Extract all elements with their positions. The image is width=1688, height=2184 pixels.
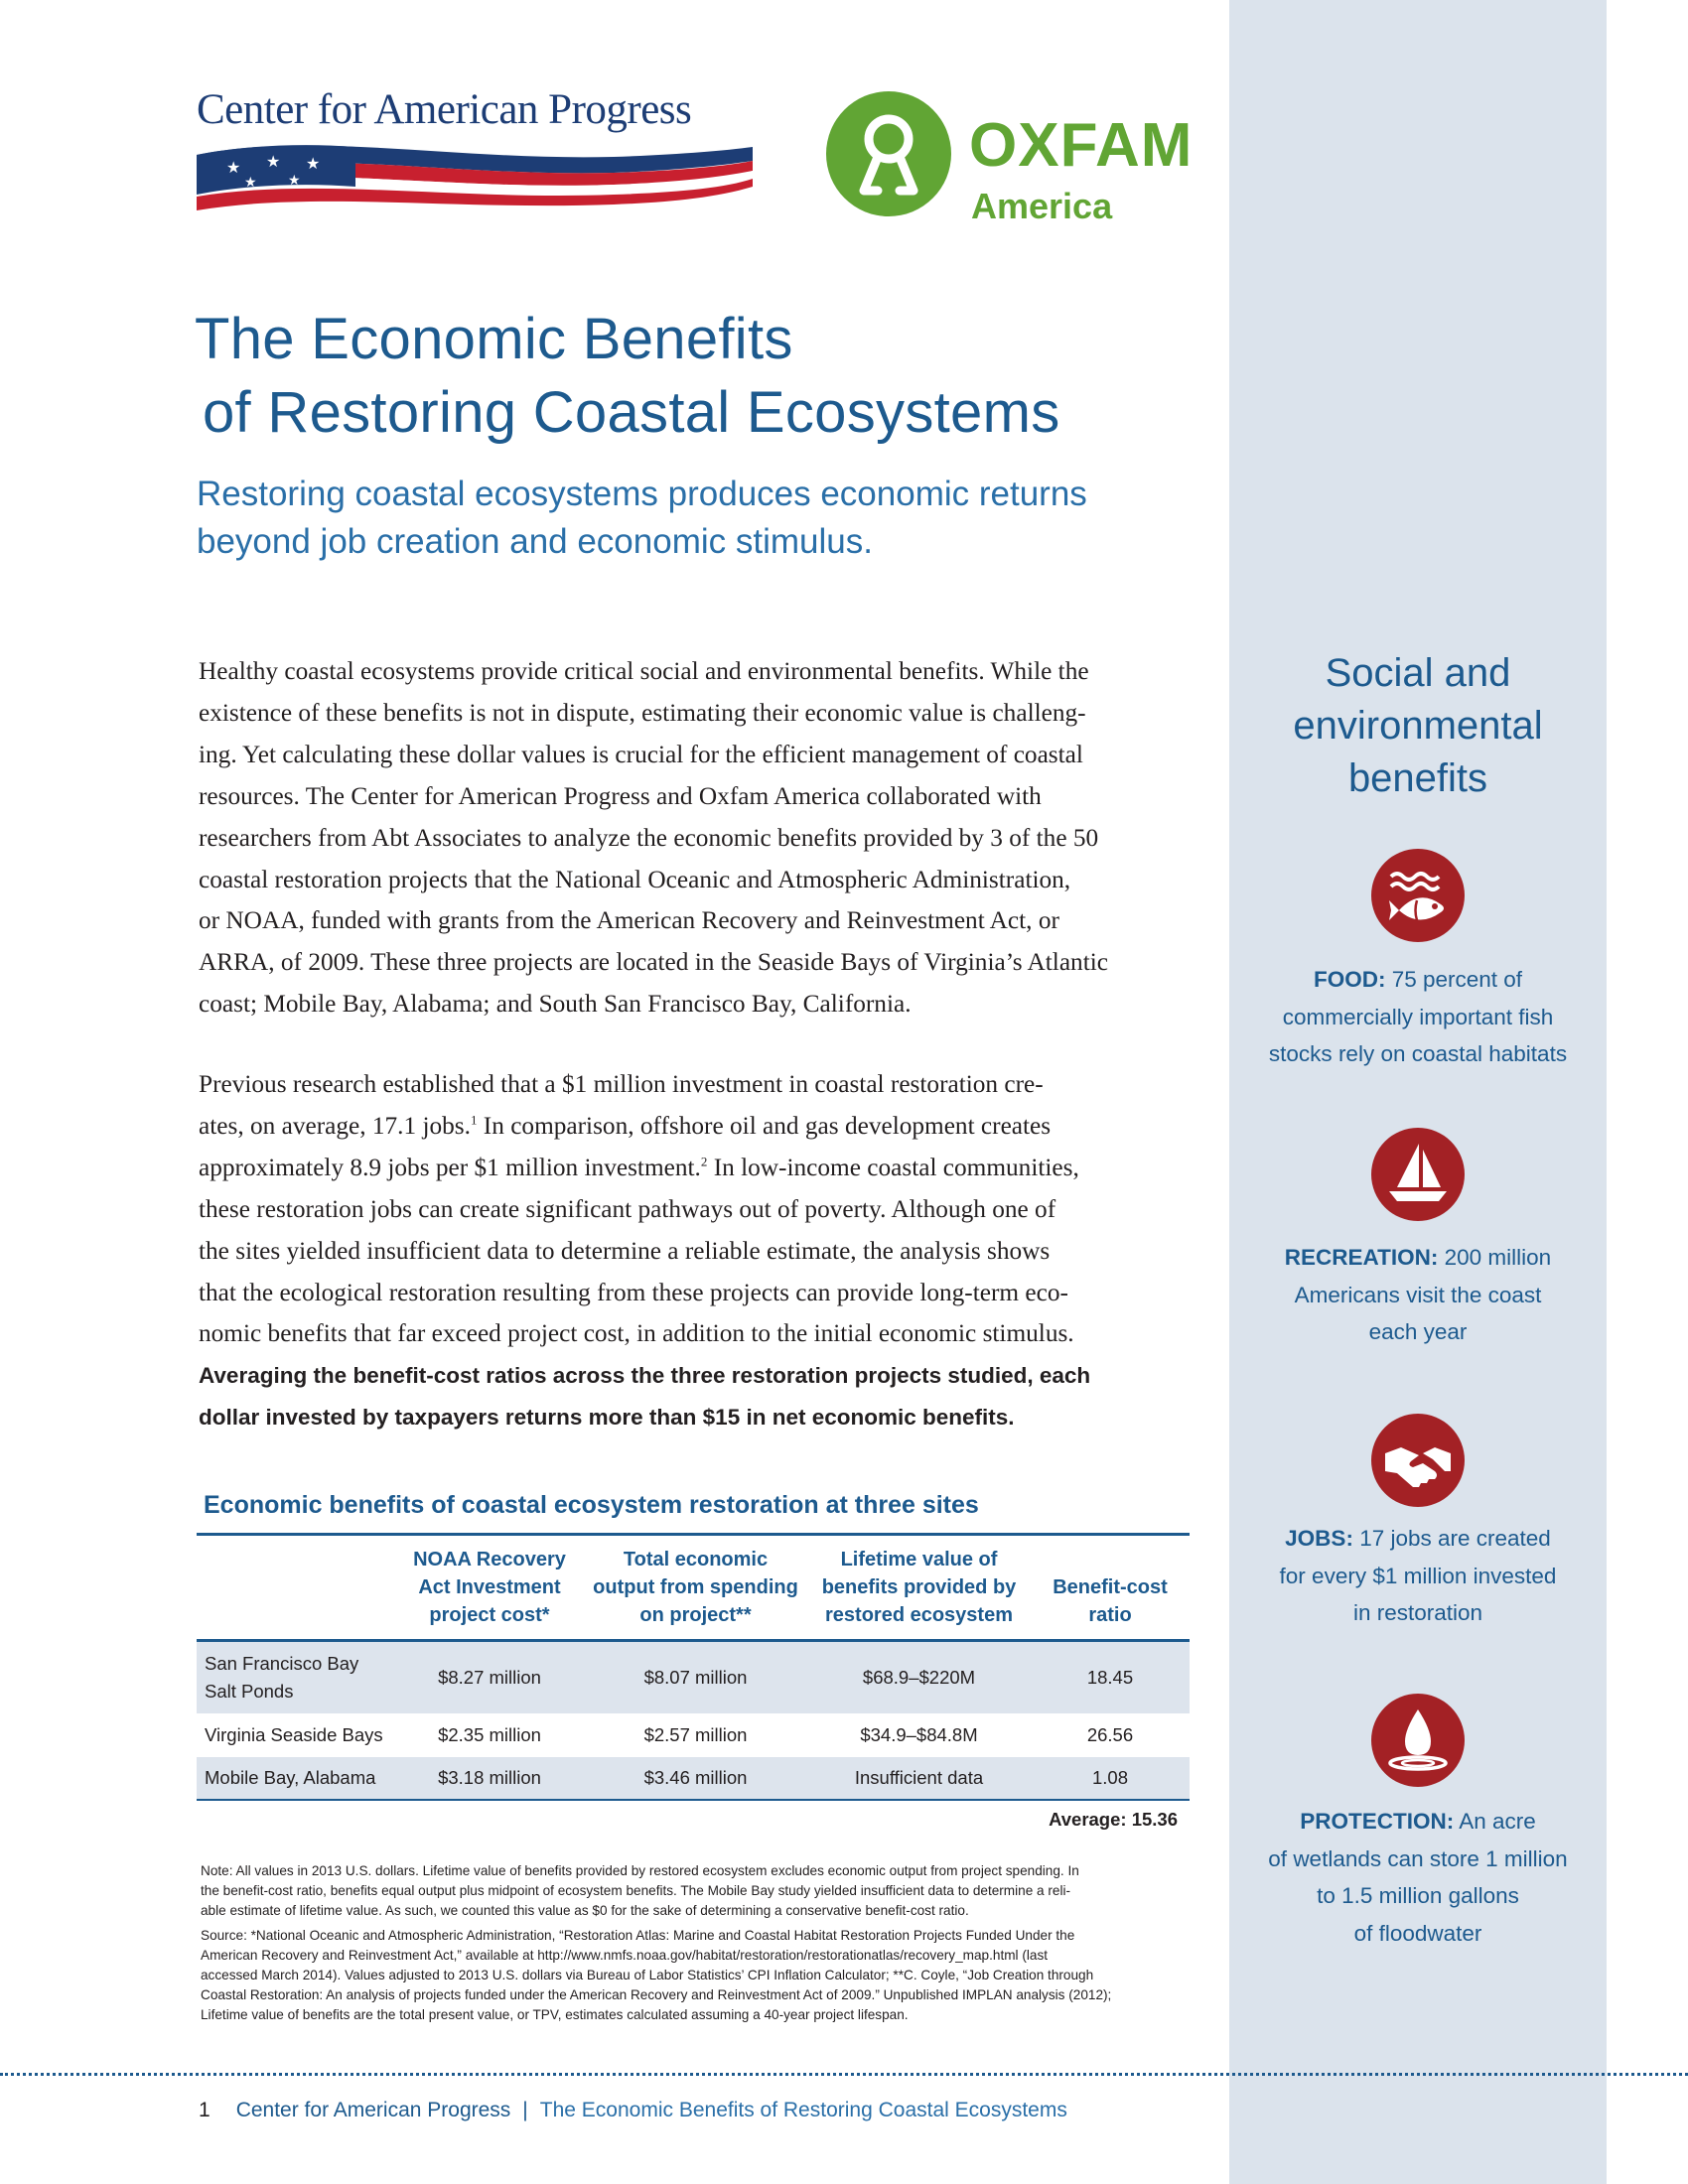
paragraph-line: coast; Mobile Bay, Alabama; and South San Francisco Bay, California. — [199, 990, 912, 1019]
heading-line: environmental — [1293, 704, 1543, 748]
footnote-ref[interactable]: 1 — [470, 1112, 478, 1128]
data-table — [197, 1536, 1190, 1801]
item-label: RECREATION: — [1284, 1245, 1439, 1270]
heading-line: benefits — [1347, 756, 1488, 800]
header-line: restored ecosystem — [825, 1604, 1013, 1626]
site-line: San Francisco Bay — [205, 1653, 359, 1674]
sidebar-item-food — [1229, 961, 1607, 1073]
item-text: 200 million — [1438, 1245, 1552, 1270]
footer-publication: The Economic Benefits of Restoring Coastal Ecosystems — [539, 2099, 1067, 2121]
text-run: In comparison, offshore oil and gas development creates — [477, 1111, 1052, 1140]
item-line — [1229, 1520, 1607, 1558]
table-header-row — [197, 1536, 1190, 1639]
intro-paragraph — [199, 651, 1182, 1025]
paragraph-line — [199, 1148, 1182, 1189]
paragraph-line — [199, 1106, 1182, 1148]
table-row — [197, 1713, 1190, 1757]
svg-text:★: ★ — [226, 158, 241, 177]
paragraph-line: that the ecological restoration resulting from these projects can provide long-term eco- — [199, 1278, 1068, 1306]
paragraph-line: these restoration jobs can create significant pathways out of poverty. Although one of — [199, 1194, 1056, 1223]
table-row — [197, 1757, 1190, 1799]
title-line: of Restoring Coastal Ecosystems — [203, 380, 1060, 445]
note-line: Note: All values in 2013 U.S. dollars. Lifetime value of benefits provided by restored ecosystem excludes economic output from project spending. In — [201, 1863, 1079, 1878]
footnote-ref[interactable]: 2 — [700, 1154, 708, 1169]
paragraph-line: resources. The Center for American Progress and Oxfam America collaborated with — [199, 781, 1042, 810]
site-line: Salt Ponds — [205, 1681, 294, 1702]
header-line: project cost* — [429, 1604, 550, 1626]
note-paragraph — [201, 1861, 1194, 1920]
note-line: the benefit-cost ratio, benefits equal output plus midpoint of ecosystem benefits. The Mobile Bay study yielded insufficient data to determine a reli- — [201, 1882, 1071, 1898]
item-line: for every $1 million invested — [1279, 1563, 1557, 1588]
heading-line: Social and — [1325, 651, 1511, 695]
paragraph-line: the sites yielded insufficient data to determine a reliable estimate, the analysis shows — [199, 1236, 1051, 1265]
output-cell: $2.57 million — [643, 1724, 748, 1745]
sidebar-heading — [1229, 647, 1607, 805]
ratio-cell: 18.45 — [1031, 1642, 1190, 1713]
benefits-table — [197, 1533, 1190, 1831]
item-line: of wetlands can store 1 million — [1268, 1845, 1568, 1871]
page-subtitle — [197, 471, 1150, 566]
header-line: Lifetime value of — [840, 1549, 998, 1570]
svg-text:★: ★ — [288, 173, 301, 189]
item-line — [1229, 1803, 1607, 1841]
paragraph-line: researchers from Abt Associates to analyze the economic benefits provided by 3 of the 50 — [199, 823, 1099, 852]
site-cell — [197, 1642, 395, 1713]
source-line: Coastal Restoration: An analysis of projects funded under the American Recovery and Reinvestment Act of 2009.” Unpublished IMPLAN analysis (2012); — [201, 1986, 1112, 2002]
item-line: each year — [1368, 1319, 1468, 1344]
svg-text:★: ★ — [244, 175, 257, 191]
findings-paragraph — [199, 1064, 1182, 1438]
source-paragraph — [201, 1926, 1194, 2024]
ratio-cell: 1.08 — [1031, 1757, 1190, 1799]
item-line — [1229, 1239, 1607, 1277]
item-line: commercially important fish — [1282, 1004, 1554, 1029]
source-line: Source: *National Oceanic and Atmospheric Administration, “Restoration Atlas: Marine and Coastal Habitat Restoration Projects Funded Under the — [201, 1928, 1075, 1944]
flag-icon — [197, 137, 753, 220]
oxfam-logo-subtitle: America — [971, 186, 1113, 226]
table-row — [197, 1642, 1190, 1713]
column-header-cost — [395, 1536, 584, 1639]
text-run: ates, on average, 17.1 jobs. — [199, 1111, 471, 1140]
paragraph-line: Previous research established that a $1 million investment in coastal restoration cre- — [199, 1070, 1044, 1098]
paragraph-line: coastal restoration projects that the National Oceanic and Atmospheric Administration, — [199, 865, 1071, 893]
footer-separator: | — [522, 2099, 528, 2121]
title-line: The Economic Benefits — [195, 307, 793, 371]
highlight-line: Averaging the benefit-cost ratios across the three restoration projects studied, each — [199, 1363, 1091, 1389]
output-cell: $3.46 million — [584, 1757, 807, 1799]
lifetime-cell: Insufficient data — [807, 1757, 1031, 1799]
fish-icon — [1371, 849, 1465, 942]
header-line: on project** — [639, 1604, 752, 1626]
header-line: output from spending — [593, 1576, 798, 1598]
page-number: 1 — [199, 2099, 211, 2121]
header-line: Benefit-cost — [1053, 1576, 1168, 1598]
cost-cell: $3.18 million — [395, 1757, 584, 1799]
text-run: In low-income coastal communities, — [707, 1153, 1079, 1181]
footer-org: Center for American Progress — [235, 2099, 511, 2121]
source-line: American Recovery and Reinvestment Act,” available at http://www.nmfs.noaa.gov/habitat/restoration/restorationatlas/recovery_map.html (last — [201, 1948, 1049, 1964]
lifetime-cell: $34.9–$84.8M — [860, 1724, 978, 1745]
item-line: of floodwater — [1353, 1920, 1482, 1946]
paragraph-line: Healthy coastal ecosystems provide critical social and environmental benefits. While the — [199, 657, 1089, 685]
subtitle-line: beyond job creation and economic stimulus. — [197, 522, 873, 561]
cost-cell: $2.35 million — [438, 1724, 541, 1745]
table-rule — [197, 1799, 1190, 1801]
item-line: to 1.5 million gallons — [1317, 1883, 1519, 1908]
item-text: 75 percent of — [1385, 967, 1523, 992]
site-cell: Mobile Bay, Alabama — [197, 1757, 395, 1799]
water-drop-icon — [1371, 1694, 1465, 1787]
column-header-ratio — [1031, 1536, 1190, 1639]
subtitle-line: Restoring coastal ecosystems produces economic returns — [197, 475, 1087, 513]
item-line — [1229, 961, 1607, 999]
ratio-cell: 26.56 — [1086, 1724, 1134, 1745]
average-value: Average: 15.36 — [1049, 1809, 1178, 1830]
note-line: able estimate of lifetime value. As such, we counted this value as $0 for the sake of determining a conservative benefit-cost ratio. — [201, 1902, 969, 1918]
header-line: benefits provided by — [821, 1576, 1017, 1598]
output-cell: $8.07 million — [584, 1642, 807, 1713]
highlight-line: dollar invested by taxpayers returns more than $15 in net economic benefits. — [199, 1405, 1015, 1431]
item-label: JOBS: — [1285, 1526, 1353, 1551]
column-header-lifetime — [807, 1536, 1031, 1639]
sidebar-item-protection — [1229, 1803, 1607, 1952]
footer-divider — [0, 2073, 1688, 2076]
column-header-output — [584, 1536, 807, 1639]
svg-text:★: ★ — [306, 154, 321, 173]
source-line: Lifetime value of benefits are the total present value, or TPV, estimates calculated assuming a 40-year project lifespan. — [201, 2006, 909, 2022]
item-line: stocks rely on coastal habitats — [1268, 1041, 1568, 1066]
paragraph-line: or NOAA, funded with grants from the American Recovery and Reinvestment Act, or — [199, 906, 1059, 935]
item-line: Americans visit the coast — [1294, 1282, 1542, 1307]
item-label: FOOD: — [1313, 967, 1386, 992]
oxfam-logo-icon — [826, 91, 951, 216]
cap-logo-name: Center for American Progress — [197, 86, 692, 133]
svg-text:★: ★ — [266, 152, 281, 171]
sailboat-icon — [1371, 1128, 1465, 1221]
source-line: accessed March 2014). Values adjusted to 2013 U.S. dollars via Bureau of Labor Statistics’ CPI Inflation Calculator; **C. Coyle, “Job Creation through — [201, 1967, 1094, 1982]
lifetime-cell: $68.9–$220M — [807, 1642, 1031, 1713]
handshake-icon — [1371, 1414, 1465, 1507]
table-notes — [201, 1861, 1194, 2030]
site-cell: Virginia Seaside Bays — [205, 1724, 383, 1745]
paragraph-line: ing. Yet calculating these dollar values is crucial for the efficient management of coastal — [199, 740, 1083, 768]
text-run: approximately 8.9 jobs per $1 million investment. — [199, 1153, 701, 1181]
header-line: Act Investment — [418, 1576, 561, 1598]
table-title: Economic benefits of coastal ecosystem restoration at three sites — [204, 1491, 979, 1519]
oxfam-logo-name: OXFAM — [969, 111, 1194, 180]
item-text: An acre — [1454, 1809, 1536, 1834]
header-line: Total economic — [623, 1549, 769, 1570]
sidebar-item-recreation — [1229, 1239, 1607, 1351]
paragraph-line: nomic benefits that far exceed project cost, in addition to the initial economic stimulus. — [199, 1319, 1074, 1348]
column-header-site — [197, 1536, 395, 1639]
paragraph-line: ARRA, of 2009. These three projects are located in the Seaside Bays of Virginia’s Atlantic — [199, 948, 1108, 977]
item-line: in restoration — [1352, 1600, 1483, 1625]
page-title — [195, 303, 1060, 450]
item-label: PROTECTION: — [1300, 1809, 1455, 1834]
page-footer — [199, 2099, 1067, 2122]
header-line: NOAA Recovery — [413, 1549, 566, 1570]
sidebar-item-jobs — [1229, 1520, 1607, 1632]
paragraph-line: existence of these benefits is not in dispute, estimating their economic value is challeng- — [199, 698, 1086, 727]
cap-logo — [197, 85, 753, 224]
item-text: 17 jobs are created — [1352, 1526, 1551, 1551]
cost-cell: $8.27 million — [395, 1642, 584, 1713]
header-line: ratio — [1088, 1604, 1132, 1626]
